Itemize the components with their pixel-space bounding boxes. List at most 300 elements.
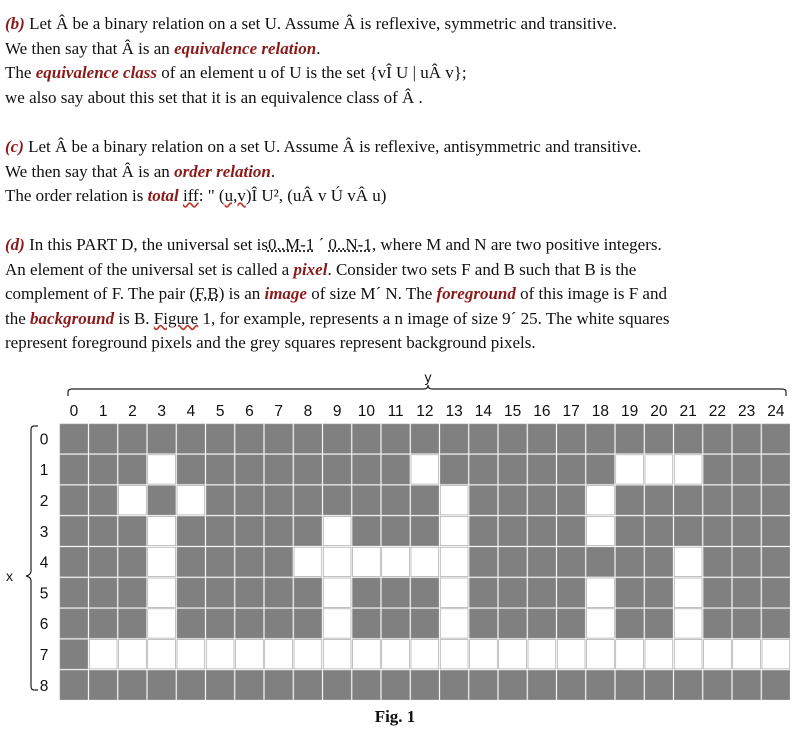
foreground-pixel <box>236 640 264 669</box>
part-d-line-3: complement of F. The pair (F,B) is an image of size M´ N. The foreground of this image is F and <box>5 284 667 303</box>
background-pixel <box>89 609 117 638</box>
background-pixel <box>265 670 293 699</box>
figure-reference: Figure <box>153 308 199 328</box>
background-pixel <box>528 424 556 453</box>
term-total: total <box>147 186 179 205</box>
background-pixel <box>470 578 498 607</box>
column-label: 9 <box>332 403 342 420</box>
background-pixel <box>733 547 761 576</box>
background-pixel <box>411 486 439 515</box>
row-label: 2 <box>39 493 49 510</box>
foreground-pixel <box>587 486 615 515</box>
foreground-pixel <box>499 640 527 669</box>
background-pixel <box>616 424 644 453</box>
background-pixel <box>762 578 790 607</box>
background-pixel <box>265 547 293 576</box>
column-label: 22 <box>708 403 727 420</box>
background-pixel <box>60 486 88 515</box>
background-pixel <box>733 578 761 607</box>
background-pixel <box>119 670 147 699</box>
pixel-grid-figure <box>0 360 811 741</box>
background-pixel <box>616 516 644 545</box>
x-axis-brace <box>26 426 38 690</box>
background-pixel <box>119 516 147 545</box>
background-pixel <box>89 547 117 576</box>
background-pixel <box>265 455 293 484</box>
foreground-pixel <box>411 547 439 576</box>
foreground-pixel <box>470 640 498 669</box>
background-pixel <box>440 424 468 453</box>
background-pixel <box>470 424 498 453</box>
background-pixel <box>382 424 410 453</box>
foreground-pixel <box>323 547 351 576</box>
foreground-pixel <box>674 640 702 669</box>
foreground-pixel <box>323 578 351 607</box>
part-b-line-1: (b) Let Â be a binary relation on a set U. Assume Â is reflexive, symmetric and transitive. <box>5 14 617 33</box>
column-label: 14 <box>474 403 493 420</box>
background-pixel <box>411 516 439 545</box>
background-pixel <box>177 578 205 607</box>
term-equivalence-class: equivalence class <box>35 63 158 82</box>
background-pixel <box>323 670 351 699</box>
background-pixel <box>499 455 527 484</box>
foreground-pixel <box>762 640 790 669</box>
column-label: 6 <box>245 403 254 420</box>
background-pixel <box>177 670 205 699</box>
column-label: 3 <box>157 403 166 420</box>
background-pixel <box>762 547 790 576</box>
foreground-pixel <box>587 578 615 607</box>
background-pixel <box>206 486 234 515</box>
background-pixel <box>674 424 702 453</box>
background-pixel <box>528 547 556 576</box>
y-axis-brace <box>68 385 786 396</box>
part-b-label: (b) <box>5 14 25 33</box>
background-pixel <box>294 609 322 638</box>
background-pixel <box>733 486 761 515</box>
column-label: 4 <box>186 403 196 420</box>
background-pixel <box>206 578 234 607</box>
background-pixel <box>177 455 205 484</box>
background-pixel <box>470 486 498 515</box>
foreground-pixel <box>119 486 147 515</box>
column-label: 18 <box>591 403 610 420</box>
part-c-line-3: The order relation is total iff: " (u,v)Î U², (uÂ v Ú vÂ u) <box>5 186 387 205</box>
background-pixel <box>60 578 88 607</box>
background-pixel <box>470 455 498 484</box>
background-pixel <box>411 578 439 607</box>
background-pixel <box>762 455 790 484</box>
background-pixel <box>60 424 88 453</box>
background-pixel <box>733 455 761 484</box>
column-label: 13 <box>445 403 463 420</box>
background-pixel <box>499 486 527 515</box>
foreground-pixel <box>148 640 176 669</box>
pair-uv: u,v <box>224 186 246 205</box>
row-label: 7 <box>39 647 49 664</box>
background-pixel <box>60 455 88 484</box>
foreground-pixel <box>119 640 147 669</box>
term-equivalence-relation: equivalence relation <box>174 38 317 58</box>
background-pixel <box>616 670 644 699</box>
background-pixel <box>89 424 117 453</box>
background-pixel <box>323 455 351 484</box>
background-pixel <box>353 578 381 607</box>
background-pixel <box>762 424 790 453</box>
background-pixel <box>119 455 147 484</box>
background-pixel <box>733 670 761 699</box>
background-pixel <box>645 547 673 576</box>
background-pixel <box>645 424 673 453</box>
background-pixel <box>440 455 468 484</box>
column-label: 0 <box>69 403 79 420</box>
paragraph-part-b <box>5 12 805 110</box>
background-pixel <box>704 547 732 576</box>
column-label: 10 <box>357 403 376 420</box>
background-pixel <box>528 516 556 545</box>
column-label: 8 <box>303 403 313 420</box>
foreground-pixel <box>411 640 439 669</box>
background-pixel <box>294 670 322 699</box>
column-label: 2 <box>128 403 137 420</box>
column-label: 1 <box>98 403 108 420</box>
background-pixel <box>499 670 527 699</box>
background-pixel <box>440 670 468 699</box>
background-pixel <box>89 578 117 607</box>
background-pixel <box>323 424 351 453</box>
background-pixel <box>674 486 702 515</box>
foreground-pixel <box>382 640 410 669</box>
background-pixel <box>60 547 88 576</box>
foreground-pixel <box>616 640 644 669</box>
background-pixel <box>762 516 790 545</box>
background-pixel <box>353 486 381 515</box>
background-pixel <box>587 455 615 484</box>
background-pixel <box>177 516 205 545</box>
foreground-pixel <box>294 547 322 576</box>
background-pixel <box>265 424 293 453</box>
background-pixel <box>704 670 732 699</box>
background-pixel <box>382 609 410 638</box>
background-pixel <box>587 547 615 576</box>
background-pixel <box>206 547 234 576</box>
foreground-pixel <box>674 609 702 638</box>
background-pixel <box>353 516 381 545</box>
background-pixel <box>60 670 88 699</box>
background-pixel <box>60 609 88 638</box>
background-pixel <box>236 516 264 545</box>
background-pixel <box>294 455 322 484</box>
column-label: 23 <box>738 403 756 420</box>
background-pixel <box>499 609 527 638</box>
range-n: 0..N-1 <box>328 235 372 254</box>
background-pixel <box>206 670 234 699</box>
row-label: 6 <box>39 616 49 634</box>
background-pixel <box>206 609 234 638</box>
foreground-pixel <box>704 640 732 669</box>
background-pixel <box>323 486 351 515</box>
foreground-pixel <box>177 486 205 515</box>
background-pixel <box>353 609 381 638</box>
background-pixel <box>557 455 585 484</box>
foreground-pixel <box>440 516 468 545</box>
background-pixel <box>528 455 556 484</box>
column-label: 15 <box>504 403 522 420</box>
term-foreground: foreground <box>436 284 516 303</box>
row-label: 4 <box>39 554 49 572</box>
term-background: background <box>30 308 115 328</box>
background-pixel <box>645 516 673 545</box>
background-pixel <box>60 516 88 545</box>
part-d-line-1: (d) In this PART D, the universal set is0..M-1 ´ 0..N-1, where M and N are two positive integers. <box>5 235 662 254</box>
background-pixel <box>236 455 264 484</box>
column-label: 16 <box>533 403 551 420</box>
part-c-line-2: We then say that Â is an order relation. <box>5 161 276 181</box>
background-pixel <box>177 547 205 576</box>
row-label: 5 <box>39 585 49 603</box>
background-pixel <box>206 516 234 545</box>
foreground-pixel <box>206 640 234 669</box>
background-pixel <box>674 670 702 699</box>
background-pixel <box>236 547 264 576</box>
background-pixel <box>382 486 410 515</box>
part-b-line-3: The equivalence class of an element u of U is the set {vÎ U | uÂ v}; <box>5 63 467 82</box>
column-label: 20 <box>650 403 668 420</box>
background-pixel <box>265 486 293 515</box>
column-label: 21 <box>679 403 697 420</box>
foreground-pixel <box>557 640 585 669</box>
background-pixel <box>89 486 117 515</box>
background-pixel <box>411 424 439 453</box>
foreground-pixel <box>411 455 439 484</box>
column-labels <box>70 403 785 420</box>
background-pixel <box>119 424 147 453</box>
background-pixel <box>89 455 117 484</box>
background-pixel <box>177 424 205 453</box>
column-label: 17 <box>562 403 580 420</box>
background-pixel <box>236 486 264 515</box>
foreground-pixel <box>382 547 410 576</box>
background-pixel <box>704 516 732 545</box>
background-pixel <box>557 609 585 638</box>
background-pixel <box>499 424 527 453</box>
part-c-label: (c) <box>5 137 24 156</box>
paragraph-part-d <box>5 233 805 356</box>
foreground-pixel <box>265 640 293 669</box>
background-pixel <box>499 516 527 545</box>
row-label: 1 <box>39 462 49 480</box>
background-pixel <box>645 578 673 607</box>
foreground-pixel <box>616 455 644 484</box>
background-pixel <box>119 609 147 638</box>
background-pixel <box>704 455 732 484</box>
foreground-pixel <box>674 578 702 607</box>
background-pixel <box>206 424 234 453</box>
background-pixel <box>557 486 585 515</box>
background-pixel <box>236 424 264 453</box>
background-pixel <box>704 424 732 453</box>
foreground-pixel <box>294 640 322 669</box>
background-pixel <box>411 609 439 638</box>
background-pixel <box>294 516 322 545</box>
background-pixel <box>294 578 322 607</box>
background-pixel <box>148 486 176 515</box>
background-pixel <box>557 670 585 699</box>
range-m: 0..M-1 <box>267 235 315 254</box>
figure-caption: Fig. 1 <box>374 707 416 726</box>
background-pixel <box>616 486 644 515</box>
background-pixel <box>265 516 293 545</box>
background-pixel <box>119 578 147 607</box>
background-pixel <box>674 516 702 545</box>
background-pixel <box>353 455 381 484</box>
background-pixel <box>470 670 498 699</box>
background-pixel <box>733 424 761 453</box>
background-pixel <box>89 516 117 545</box>
column-label: 19 <box>621 403 639 420</box>
background-pixel <box>148 424 176 453</box>
foreground-pixel <box>323 609 351 638</box>
background-pixel <box>645 609 673 638</box>
background-pixel <box>733 609 761 638</box>
background-pixel <box>353 424 381 453</box>
part-d-label: (d) <box>5 235 25 254</box>
iff-word: iff <box>182 186 199 205</box>
background-pixel <box>470 547 498 576</box>
foreground-pixel <box>353 640 381 669</box>
foreground-pixel <box>587 516 615 545</box>
column-label: 12 <box>416 403 434 420</box>
foreground-pixel <box>440 640 468 669</box>
column-label: 5 <box>215 403 225 420</box>
foreground-pixel <box>645 640 673 669</box>
column-label: 24 <box>767 403 785 420</box>
background-pixel <box>704 486 732 515</box>
background-pixel <box>587 670 615 699</box>
background-pixel <box>382 455 410 484</box>
background-pixel <box>411 670 439 699</box>
foreground-pixel <box>674 547 702 576</box>
background-pixel <box>762 670 790 699</box>
background-pixel <box>294 424 322 453</box>
background-pixel <box>762 486 790 515</box>
background-pixel <box>470 609 498 638</box>
term-pixel: pixel <box>293 259 328 279</box>
background-pixel <box>382 670 410 699</box>
foreground-pixel <box>177 640 205 669</box>
row-label: 3 <box>39 523 49 541</box>
background-pixel <box>499 547 527 576</box>
background-pixel <box>499 578 527 607</box>
part-b-line-4: we also say about this set that it is an equivalence class of Â . <box>5 87 423 107</box>
part-d-line-4: the background is B. Figure 1, for example, represents a n image of size 9´ 25. The white squares <box>5 308 670 328</box>
background-pixel <box>616 547 644 576</box>
foreground-pixel <box>323 516 351 545</box>
background-pixel <box>704 578 732 607</box>
background-pixel <box>645 486 673 515</box>
background-pixel <box>60 640 88 669</box>
background-pixel <box>587 424 615 453</box>
background-pixel <box>265 578 293 607</box>
row-label: 8 <box>39 677 49 695</box>
background-pixel <box>528 578 556 607</box>
foreground-pixel <box>148 547 176 576</box>
part-d-line-2: An element of the universal set is called a pixel. Consider two sets F and B such that B is the <box>5 259 637 279</box>
term-image: image <box>264 284 307 303</box>
background-pixel <box>206 455 234 484</box>
foreground-pixel <box>440 609 468 638</box>
foreground-pixel <box>674 455 702 484</box>
pair-fb: F,B <box>195 284 219 303</box>
background-pixel <box>353 670 381 699</box>
part-d-line-5: represent foreground pixels and the grey squares represent background pixels. <box>5 333 536 352</box>
foreground-pixel <box>733 640 761 669</box>
background-pixel <box>762 609 790 638</box>
background-pixel <box>557 424 585 453</box>
column-label: 7 <box>274 403 283 420</box>
foreground-pixel <box>148 516 176 545</box>
row-labels <box>40 431 49 694</box>
foreground-pixel <box>440 578 468 607</box>
foreground-pixel <box>440 486 468 515</box>
background-pixel <box>89 670 117 699</box>
part-c-line-1: (c) Let Â be a binary relation on a set U. Assume Â is reflexive, antisymmetric and transitive. <box>5 137 642 156</box>
background-pixel <box>470 516 498 545</box>
foreground-pixel <box>148 578 176 607</box>
foreground-pixel <box>353 547 381 576</box>
row-label: 0 <box>39 431 49 449</box>
foreground-pixel <box>645 455 673 484</box>
background-pixel <box>236 670 264 699</box>
background-pixel <box>294 486 322 515</box>
y-axis-label: y <box>424 369 432 385</box>
foreground-pixel <box>587 609 615 638</box>
background-pixel <box>382 516 410 545</box>
foreground-pixel <box>148 609 176 638</box>
column-label: 11 <box>387 403 404 420</box>
background-pixel <box>616 578 644 607</box>
part-b-line-2: We then say that Â is an equivalence relation. <box>5 38 321 58</box>
background-pixel <box>704 609 732 638</box>
background-pixel <box>528 670 556 699</box>
x-axis-label: x <box>6 568 13 584</box>
foreground-pixel <box>148 455 176 484</box>
background-pixel <box>528 609 556 638</box>
background-pixel <box>645 670 673 699</box>
background-pixel <box>236 609 264 638</box>
paragraph-part-c <box>5 135 805 209</box>
background-pixel <box>265 609 293 638</box>
background-pixel <box>148 670 176 699</box>
background-pixel <box>557 516 585 545</box>
foreground-pixel <box>587 640 615 669</box>
background-pixel <box>733 516 761 545</box>
background-pixel <box>382 578 410 607</box>
background-pixel <box>177 609 205 638</box>
term-order-relation: order relation <box>174 161 271 181</box>
background-pixel <box>119 547 147 576</box>
background-pixel <box>236 578 264 607</box>
background-pixel <box>528 486 556 515</box>
background-pixel <box>557 578 585 607</box>
pixel-cells <box>60 424 790 700</box>
foreground-pixel <box>440 547 468 576</box>
background-pixel <box>557 547 585 576</box>
background-pixel <box>616 609 644 638</box>
foreground-pixel <box>89 640 117 669</box>
foreground-pixel <box>528 640 556 669</box>
foreground-pixel <box>323 640 351 669</box>
